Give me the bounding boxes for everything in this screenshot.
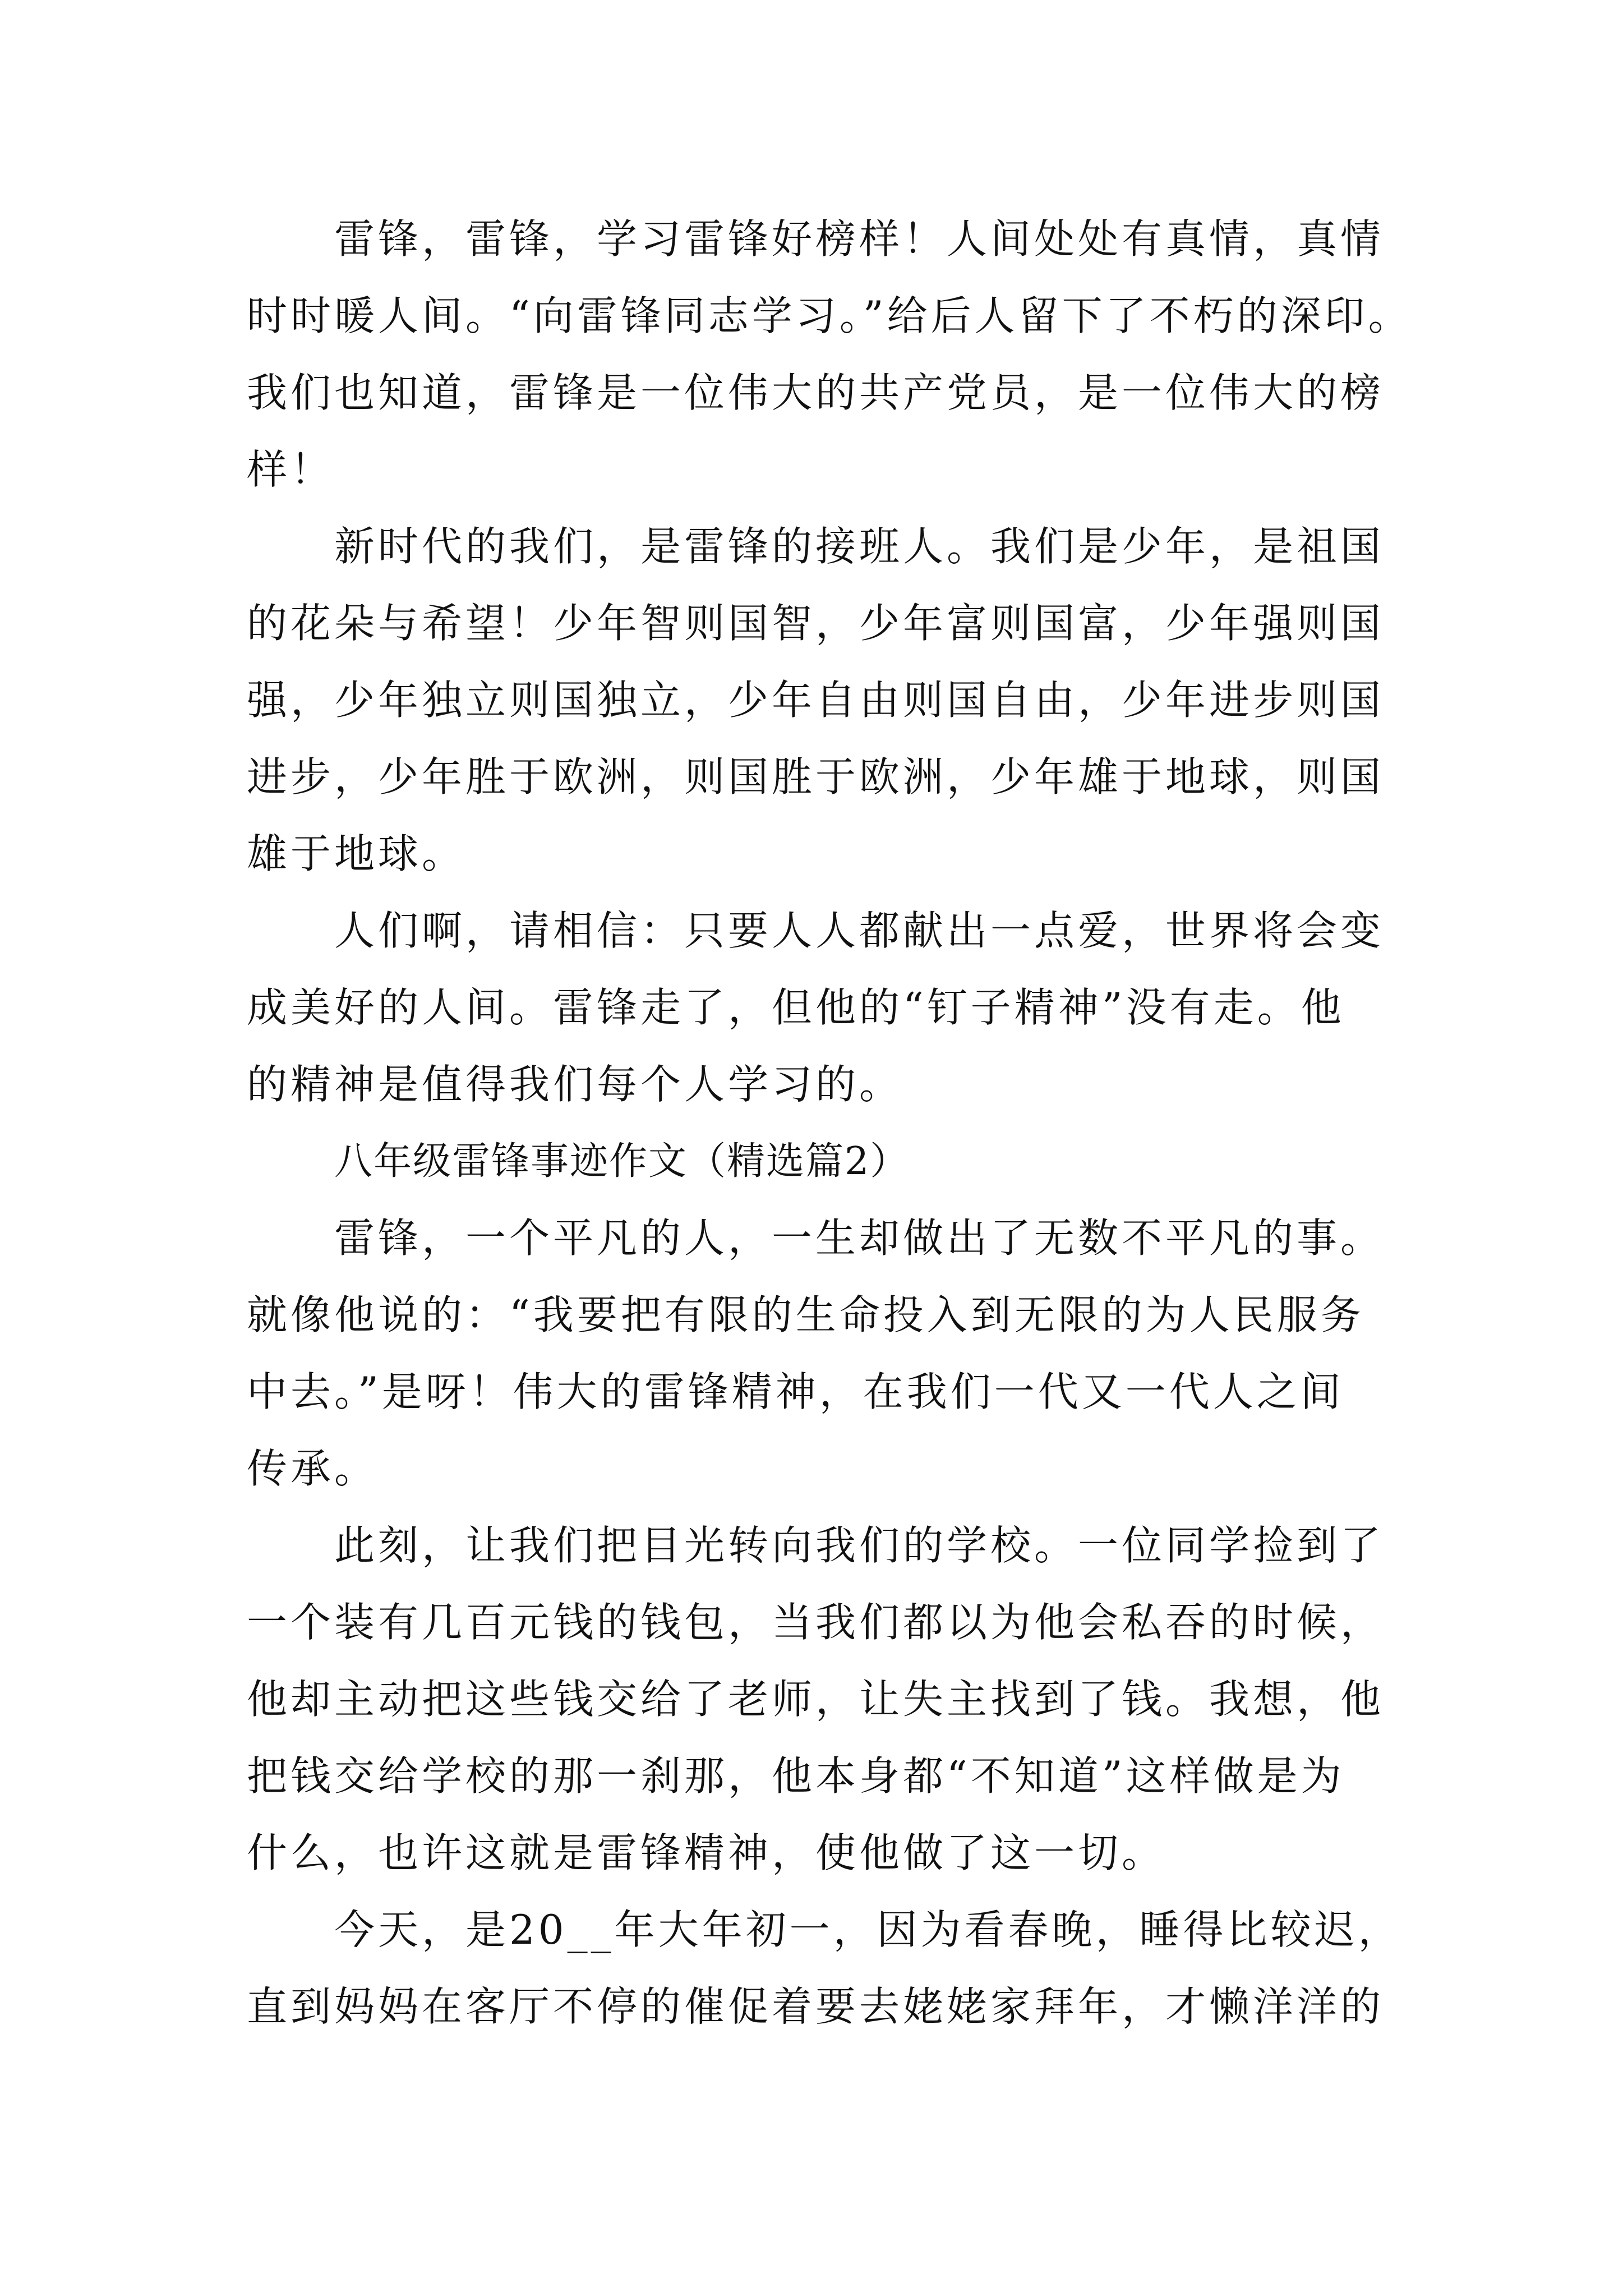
text-line: 雄于地球。 xyxy=(247,830,466,877)
text-line: 今天，是20__年大年初一，因为看春晚，睡得比较迟， xyxy=(334,1906,1402,1953)
text-line: 什么，也许这就是雷锋精神，使他做了这一切。 xyxy=(247,1829,1166,1876)
text-line: 我们也知道，雷锋是一位伟大的共产党员，是一位伟大的榜 xyxy=(247,369,1385,416)
text-line: 新时代的我们，是雷锋的接班人。我们是少年，是祖国 xyxy=(334,523,1385,570)
text-line: 的花朵与希望！少年智则国智，少年富则国富，少年强则国 xyxy=(247,600,1385,647)
text-line: 成美好的人间。雷锋走了，但他的“钉子精神”没有走。他 xyxy=(247,984,1345,1031)
text-line: 直到妈妈在客厅不停的催促着要去姥姥家拜年，才懒洋洋的 xyxy=(247,1983,1385,2030)
text-line: 中去。”是呀！伟大的雷锋精神，在我们一代又一代人之间 xyxy=(247,1368,1344,1415)
text-line: 他却主动把这些钱交给了老师，让失主找到了钱。我想，他 xyxy=(247,1676,1385,1723)
text-line: 进步，少年胜于欧洲，则国胜于欧洲，少年雄于地球，则国 xyxy=(247,753,1385,800)
text-line: 时时暖人间。“向雷锋同志学习。”给后人留下了不朽的深印。 xyxy=(247,292,1412,339)
text-line: 人们啊，请相信：只要人人都献出一点爱，世界将会变 xyxy=(334,907,1385,954)
text-line: 的精神是值得我们每个人学习的。 xyxy=(247,1061,903,1108)
text-line: 传承。 xyxy=(247,1445,379,1492)
text-line: 把钱交给学校的那一刹那，他本身都“不知道”这样做是为 xyxy=(247,1752,1345,1800)
section-heading: 八年级雷锋事迹作文（精选篇2） xyxy=(334,1139,910,1184)
text-line: 雷锋，雷锋，学习雷锋好榜样！人间处处有真情，真情 xyxy=(334,215,1385,263)
document-body xyxy=(247,201,1412,2045)
text-line: 强，少年独立则国独立，少年自由则国自由，少年进步则国 xyxy=(247,677,1385,724)
text-line: 雷锋，一个平凡的人，一生却做出了无数不平凡的事。 xyxy=(334,1214,1385,1262)
text-line: 样！ xyxy=(247,446,335,493)
text-line: 此刻，让我们把目光转向我们的学校。一位同学捡到了 xyxy=(334,1522,1385,1569)
text-line: 一个装有几百元钱的钱包，当我们都以为他会私吞的时候， xyxy=(247,1599,1385,1646)
text-line: 就像他说的：“我要把有限的生命投入到无限的为人民服务 xyxy=(247,1291,1364,1338)
